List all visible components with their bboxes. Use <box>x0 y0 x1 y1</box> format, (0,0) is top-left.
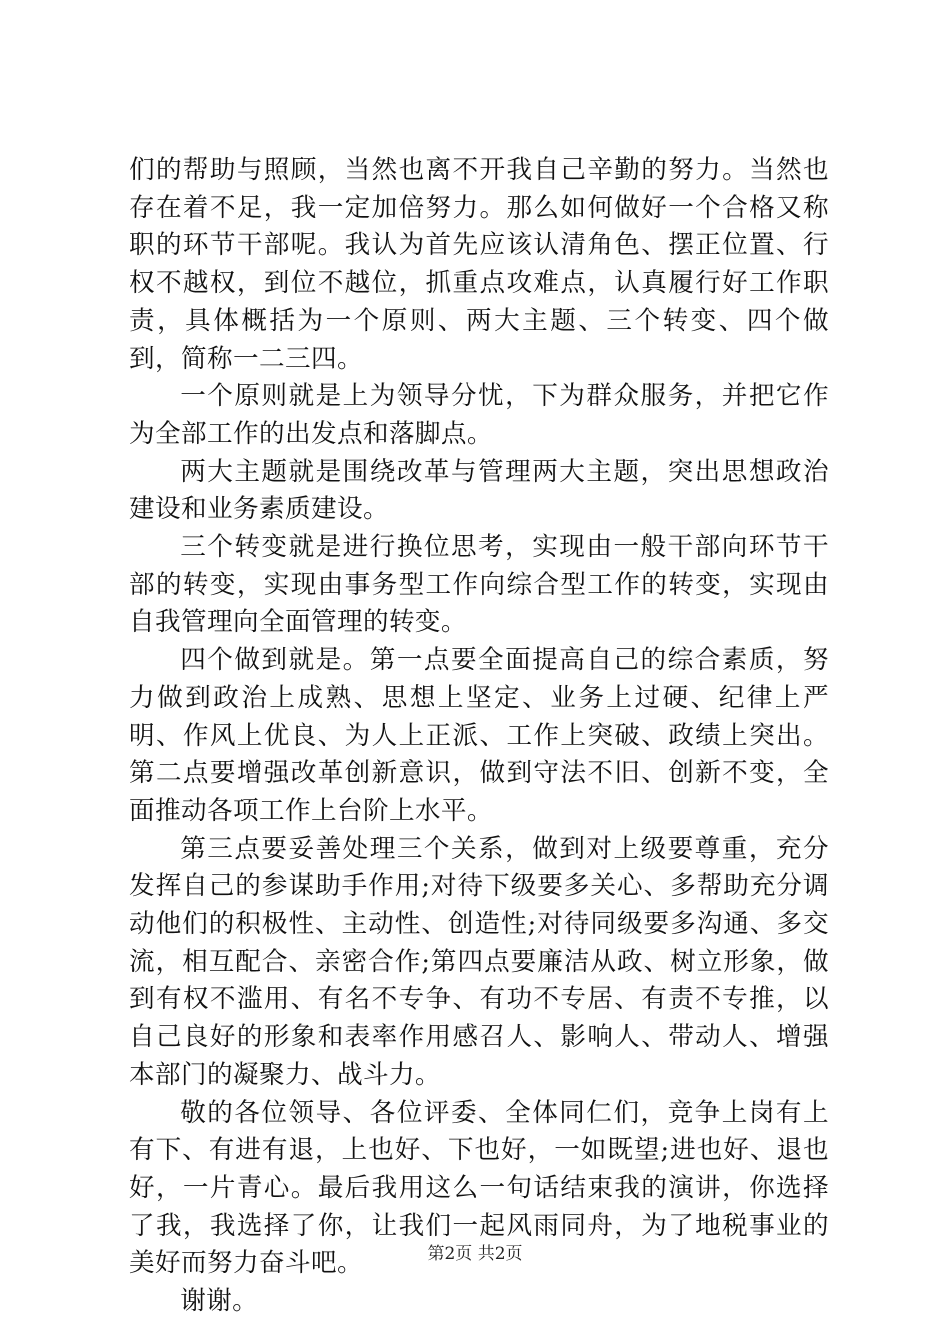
paragraph-four-achievements: 四个做到就是。第一点要全面提高自己的综合素质，努力做到政治上成熟、思想上坚定、业务上过硬、纪律上严明、作风上优良、为人上正派、工作上突破、政绩上突出。第二点要增强改革创新意识，做到守法不旧、创新不变，全面推动各项工作上台阶上水平。 <box>129 645 829 826</box>
page-number-footer: 第2页 共2页 <box>427 1244 523 1264</box>
paragraph-continuation: 们的帮助与照顾，当然也离不开我自己辛勤的努力。当然也存在着不足，我一定加倍努力。那么如何做好一个合格又称职的环节干部呢。我认为首先应该认清角色、摆正位置、行权不越权，到位不越位，抓重点攻难点，认真履行好工作职责，具体概括为一个原则、两大主题、三个转变、四个做到，简称一二三四。 <box>129 155 829 374</box>
paragraph-third-point: 第三点要妥善处理三个关系，做到对上级要尊重，充分发挥自己的参谋助手作用;对待下级要多关心、多帮助充分调动他们的积极性、主动性、创造性;对待同级要多沟通、多交流，相互配合、亲密合作;第四点要廉洁从政、树立形象，做到有权不滥用、有名不专争、有功不专居、有责不专推，以自己良好的形象和表率作用感召人、影响人、带动人、增强本部门的凝聚力、战斗力。 <box>129 833 829 1090</box>
document-body <box>129 152 829 1321</box>
paragraph-one-principle: 一个原则就是上为领导分忧，下为群众服务，并把它作为全部工作的出发点和落脚点。 <box>129 381 829 449</box>
paragraph-thanks: 谢谢。 <box>180 1286 259 1317</box>
paragraph-closing: 敬的各位领导、各位评委、全体同仁们，竞争上岗有上有下、有进有退，上也好、下也好，一如既望;进也好、退也好，一片青心。最后我用这么一句话结束我的演讲，你选择了我，我选择了你，让我们一起风雨同舟，为了地税事业的美好而努力奋斗吧。 <box>129 1097 829 1279</box>
paragraph-two-themes: 两大主题就是围绕改革与管理两大主题，突出思想政治建设和业务素质建设。 <box>129 456 829 525</box>
paragraph-three-changes: 三个转变就是进行换位思考，实现由一般干部向环节干部的转变，实现由事务型工作向综合型工作的转变，实现由自我管理向全面管理的转变。 <box>129 532 829 638</box>
